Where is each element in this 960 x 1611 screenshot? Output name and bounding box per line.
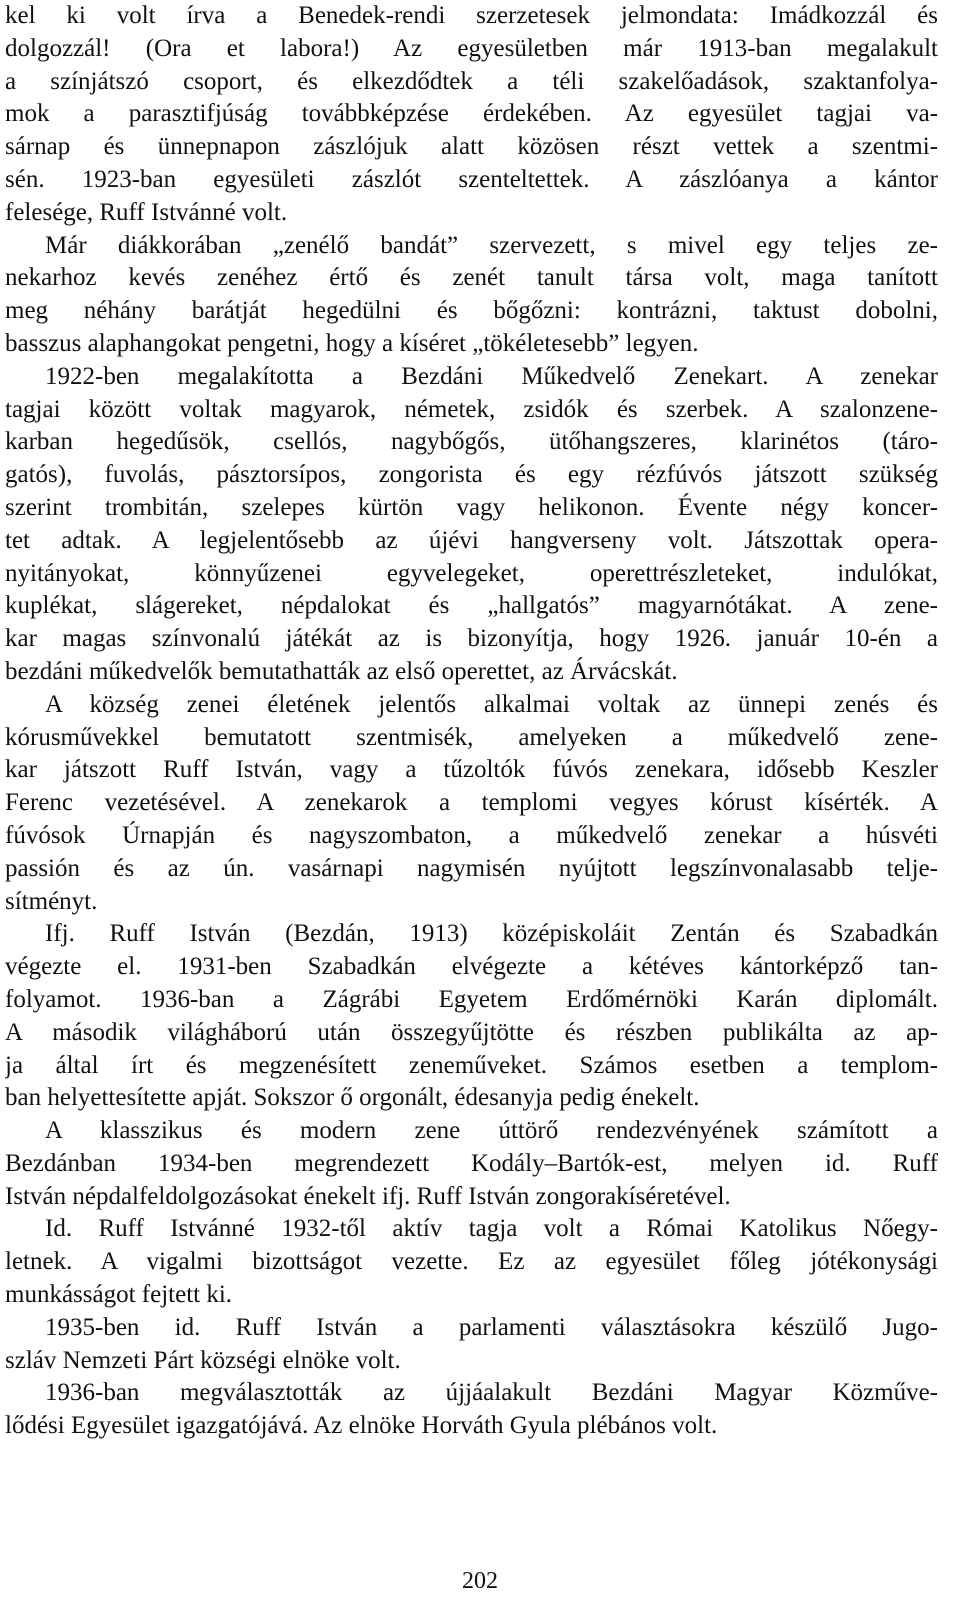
- text-line: folyamot. 1936-ban a Zágrábi Egyetem Erdőmérnöki Karán diplomált.: [5, 985, 938, 1013]
- text-line: passión és az ún. vasárnapi nagymisén nyújtott legszínvonalasabb telje-: [5, 854, 938, 882]
- text-line: A klasszikus és modern zene úttörő rendezvényének számított a: [45, 1117, 938, 1145]
- text-line: munkásságot fejtett ki.: [5, 1281, 233, 1309]
- text-line: Bezdánban 1934-ben megrendezett Kodály–Bartók-est, melyen id. Ruff: [5, 1149, 938, 1177]
- text-line: letnek. A vigalmi bizottságot vezette. Ez az egyesület főleg jótékonysági: [5, 1248, 938, 1276]
- text-line: István népdalfeldolgozásokat énekelt ifj. Ruff István zongorakíséretével.: [5, 1182, 731, 1210]
- text-line: A község zenei életének jelentős alkalmai voltak az ünnepi zenés és: [45, 690, 938, 718]
- text-line: 1935-ben id. Ruff István a parlamenti választásokra készülő Jugo-: [45, 1313, 938, 1341]
- body-text: [5, 0, 938, 1443]
- text-line: kel ki volt írva a Benedek-rendi szerzetesek jelmondata: Imádkozzál és: [5, 2, 938, 29]
- text-line: ja által írt és megzenésített zeneműveket. Számos esetben a templom-: [5, 1051, 938, 1079]
- text-line: kar magas színvonalú játékát az is bizonyítja, hogy 1926. január 10-én a: [5, 625, 938, 653]
- text-line: a színjátszó csoport, és elkezdődtek a téli szakelőadások, szaktanfolya-: [5, 67, 938, 95]
- text-line: gatós), fuvolás, pásztorsípos, zongorista és egy rézfúvós játszott szükség: [5, 461, 938, 489]
- text-line: nyitányokat, könnyűzenei egyvelegeket, operettrészleteket, indulókat,: [5, 559, 938, 587]
- text-line: kórusművekkel bemutatott szentmisék, amelyeken a műkedvelő zene-: [5, 723, 938, 751]
- text-line: Ferenc vezetésével. A zenekarok a templomi vegyes kórust kísérték. A: [5, 789, 938, 817]
- text-line: tagjai között voltak magyarok, németek, zsidók és szerbek. A szalonzene-: [5, 395, 938, 423]
- text-line: felesége, Ruff Istvánné volt.: [5, 198, 288, 226]
- text-line: basszus alaphangokat pengetni, hogy a kíséret „tökéletesebb” legyen.: [5, 329, 699, 357]
- text-line: 1922-ben megalakította a Bezdáni Műkedvelő Zenekart. A zenekar: [45, 362, 938, 390]
- text-line: lődési Egyesület igazgatójává. Az elnöke Horváth Gyula plébános volt.: [5, 1412, 718, 1440]
- text-line: 1936-ban megválasztották az újjáalakult Bezdáni Magyar Közműve-: [45, 1379, 938, 1407]
- text-line: dolgozzál! (Ora et labora!) Az egyesületben már 1913-ban megalakult: [5, 34, 938, 62]
- text-line: meg néhány barátját hegedülni és bőgőzni: kontrázni, taktust dobolni,: [5, 297, 938, 325]
- text-line: Ifj. Ruff István (Bezdán, 1913) középiskoláit Zentán és Szabadkán: [45, 920, 938, 948]
- text-line: kar játszott Ruff István, vagy a tűzoltók fúvós zenekara, idősebb Keszler: [5, 756, 938, 784]
- text-line: szerint trombitán, szelepes kürtön vagy helikonon. Évente négy koncer-: [5, 493, 938, 521]
- text-line: A második világháború után összegyűjtötte és részben publikálta az ap-: [5, 1018, 938, 1046]
- text-line: végezte el. 1931-ben Szabadkán elvégezte a kétéves kántorképző tan-: [5, 953, 938, 981]
- text-line: nekarhoz kevés zenéhez értő és zenét tanult társa volt, maga tanított: [5, 264, 938, 292]
- text-line: ban helyettesítette apját. Sokszor ő orgonált, édesanyja pedig énekelt.: [5, 1084, 700, 1112]
- text-line: sén. 1923-ban egyesületi zászlót szenteltettek. A zászlóanya a kántor: [5, 165, 938, 193]
- text-line: Már diákkorában „zenélő bandát” szervezett, s mivel egy teljes ze-: [45, 231, 938, 259]
- text-line: mok a parasztifjúság továbbképzése érdekében. Az egyesület tagjai va-: [5, 100, 938, 128]
- text-line: kuplékat, slágereket, népdalokat és „hallgatós” magyarnótákat. A zene-: [5, 592, 938, 620]
- text-line: fúvósok Úrnapján és nagyszombaton, a műkedvelő zenekar a húsvéti: [5, 821, 938, 849]
- text-line: tet adtak. A legjelentősebb az újévi hangverseny volt. Játszottak opera-: [5, 526, 938, 554]
- text-line: Id. Ruff Istvánné 1932-től aktív tagja volt a Római Katolikus Nőegy-: [45, 1215, 938, 1243]
- text-line: bezdáni műkedvelők bemutathatták az első operettet, az Árvácskát.: [5, 657, 678, 685]
- page-number: 202: [462, 1568, 498, 1594]
- text-line: sárnap és ünnepnapon zászlójuk alatt közösen részt vettek a szentmi-: [5, 133, 938, 161]
- text-line: karban hegedűsök, csellós, nagybőgős, ütőhangszeres, klarinétos (táro-: [5, 428, 938, 456]
- text-line: sítményt.: [5, 887, 98, 915]
- text-line: szláv Nemzeti Párt községi elnöke volt.: [5, 1346, 401, 1374]
